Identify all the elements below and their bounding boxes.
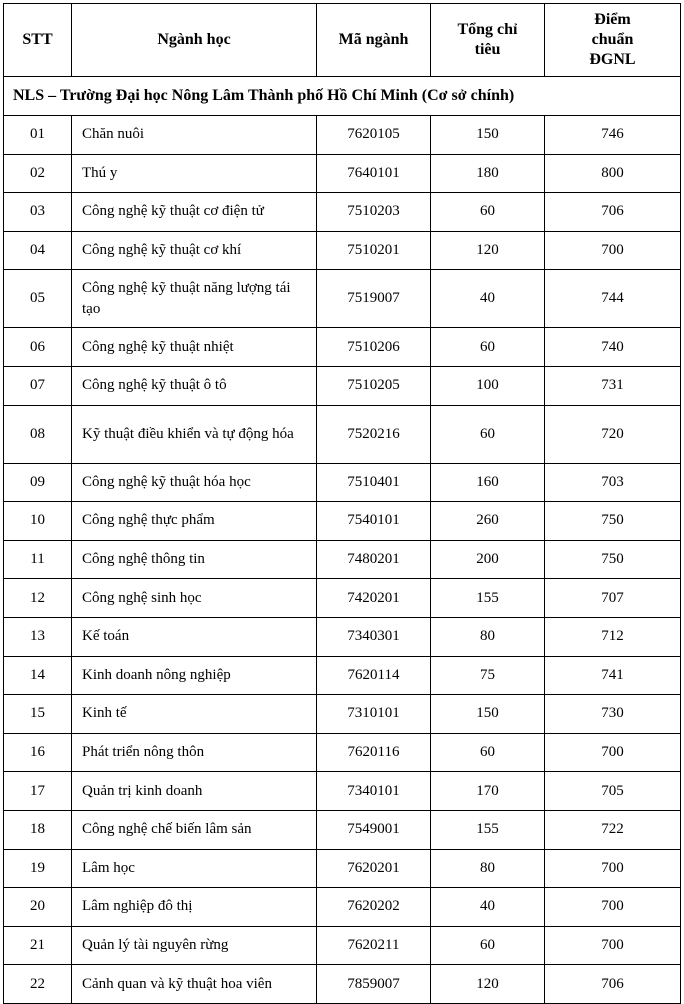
table-row [4,540,681,579]
cell-diem-chuan: 712 [545,617,681,656]
cell-chi-tieu: 100 [431,366,545,405]
cell-ma-nganh: 7620201 [317,849,431,888]
cell-chi-tieu: 40 [431,888,545,927]
cell-ma-nganh: 7540101 [317,502,431,541]
cell-diem-chuan: 707 [545,579,681,618]
table-row [4,270,681,328]
cell-diem-chuan: 731 [545,366,681,405]
cell-chi-tieu: 170 [431,772,545,811]
cell-chi-tieu: 180 [431,154,545,193]
cell-chi-tieu: 150 [431,695,545,734]
cell-stt: 13 [4,617,72,656]
cell-chi-tieu: 200 [431,540,545,579]
cell-diem-chuan: 750 [545,502,681,541]
cell-chi-tieu: 80 [431,617,545,656]
table-row [4,656,681,695]
header-diem-chuan: Điểm chuẩn ĐGNL [545,4,681,77]
cell-diem-chuan: 720 [545,405,681,463]
cell-nganh-hoc: Công nghệ thông tin [72,540,317,579]
cell-stt: 02 [4,154,72,193]
cell-chi-tieu: 260 [431,502,545,541]
cell-diem-chuan: 730 [545,695,681,734]
cell-diem-chuan: 700 [545,849,681,888]
table-row [4,116,681,155]
cell-ma-nganh: 7510201 [317,231,431,270]
cell-nganh-hoc: Thú y [72,154,317,193]
table-row [4,405,681,463]
cell-nganh-hoc: Kế toán [72,617,317,656]
cell-ma-nganh: 7620105 [317,116,431,155]
table-row [4,193,681,232]
cell-diem-chuan: 700 [545,926,681,965]
cell-nganh-hoc: Công nghệ kỹ thuật ô tô [72,366,317,405]
cell-stt: 20 [4,888,72,927]
cell-nganh-hoc: Công nghệ thực phẩm [72,502,317,541]
cell-diem-chuan: 722 [545,810,681,849]
cell-nganh-hoc: Lâm nghiệp đô thị [72,888,317,927]
cell-diem-chuan: 744 [545,270,681,328]
cell-chi-tieu: 75 [431,656,545,695]
cell-ma-nganh: 7420201 [317,579,431,618]
cell-ma-nganh: 7340101 [317,772,431,811]
header-nganh-hoc: Ngành học [72,4,317,77]
cell-stt: 21 [4,926,72,965]
cell-nganh-hoc: Kinh tế [72,695,317,734]
cell-diem-chuan: 703 [545,463,681,502]
cell-diem-chuan: 700 [545,888,681,927]
cell-nganh-hoc: Quản trị kinh doanh [72,772,317,811]
cell-chi-tieu: 155 [431,810,545,849]
table-row [4,617,681,656]
cell-diem-chuan: 706 [545,965,681,1004]
cell-stt: 09 [4,463,72,502]
header-stt: STT [4,4,72,77]
cell-chi-tieu: 60 [431,328,545,367]
cell-diem-chuan: 750 [545,540,681,579]
cell-diem-chuan: 741 [545,656,681,695]
header-ma-nganh: Mã ngành [317,4,431,77]
cell-ma-nganh: 7620211 [317,926,431,965]
cell-stt: 04 [4,231,72,270]
cell-stt: 18 [4,810,72,849]
cell-ma-nganh: 7310101 [317,695,431,734]
cell-ma-nganh: 7620114 [317,656,431,695]
table-row [4,926,681,965]
cell-nganh-hoc: Công nghệ kỹ thuật cơ khí [72,231,317,270]
cell-ma-nganh: 7510206 [317,328,431,367]
cell-diem-chuan: 746 [545,116,681,155]
cell-chi-tieu: 60 [431,733,545,772]
table-row [4,810,681,849]
cell-diem-chuan: 700 [545,231,681,270]
cell-nganh-hoc: Công nghệ kỹ thuật nhiệt [72,328,317,367]
table-row [4,366,681,405]
table-row [4,888,681,927]
cell-stt: 19 [4,849,72,888]
cell-stt: 10 [4,502,72,541]
cell-stt: 16 [4,733,72,772]
table-row [4,733,681,772]
cell-nganh-hoc: Công nghệ kỹ thuật cơ điện tử [72,193,317,232]
table-row [4,502,681,541]
table-row [4,695,681,734]
group-title: NLS – Trường Đại học Nông Lâm Thành phố Hồ Chí Minh (Cơ sở chính) [4,77,681,116]
cell-ma-nganh: 7510203 [317,193,431,232]
cell-diem-chuan: 700 [545,733,681,772]
cell-ma-nganh: 7859007 [317,965,431,1004]
table-row [4,328,681,367]
cell-ma-nganh: 7520216 [317,405,431,463]
table-row [4,849,681,888]
header-row [4,4,681,77]
cell-diem-chuan: 800 [545,154,681,193]
cell-ma-nganh: 7549001 [317,810,431,849]
cell-ma-nganh: 7519007 [317,270,431,328]
cell-nganh-hoc: Cảnh quan và kỹ thuật hoa viên [72,965,317,1004]
cell-stt: 22 [4,965,72,1004]
cell-chi-tieu: 60 [431,926,545,965]
header-tong-chi-tieu: Tổng chỉ tiêu [431,4,545,77]
cell-diem-chuan: 706 [545,193,681,232]
cell-stt: 17 [4,772,72,811]
cell-chi-tieu: 150 [431,116,545,155]
table-row [4,463,681,502]
cell-stt: 12 [4,579,72,618]
table-row [4,965,681,1004]
cell-chi-tieu: 40 [431,270,545,328]
cell-ma-nganh: 7480201 [317,540,431,579]
cell-ma-nganh: 7620202 [317,888,431,927]
cell-stt: 01 [4,116,72,155]
cell-chi-tieu: 120 [431,965,545,1004]
table-row [4,154,681,193]
cell-nganh-hoc: Công nghệ kỹ thuật năng lượng tái tạo [72,270,317,328]
cell-chi-tieu: 160 [431,463,545,502]
cell-ma-nganh: 7510205 [317,366,431,405]
cell-stt: 03 [4,193,72,232]
cell-stt: 05 [4,270,72,328]
cell-nganh-hoc: Công nghệ sinh học [72,579,317,618]
table-row [4,772,681,811]
cell-stt: 11 [4,540,72,579]
cell-chi-tieu: 80 [431,849,545,888]
cell-stt: 15 [4,695,72,734]
cell-ma-nganh: 7340301 [317,617,431,656]
cell-stt: 08 [4,405,72,463]
admission-score-table [3,3,681,1004]
cell-nganh-hoc: Lâm học [72,849,317,888]
table-row [4,579,681,618]
cell-chi-tieu: 60 [431,193,545,232]
group-row [4,77,681,116]
cell-nganh-hoc: Kỹ thuật điều khiển và tự động hóa [72,405,317,463]
cell-ma-nganh: 7620116 [317,733,431,772]
cell-chi-tieu: 60 [431,405,545,463]
cell-diem-chuan: 740 [545,328,681,367]
cell-ma-nganh: 7640101 [317,154,431,193]
cell-chi-tieu: 155 [431,579,545,618]
cell-chi-tieu: 120 [431,231,545,270]
cell-nganh-hoc: Kinh doanh nông nghiệp [72,656,317,695]
cell-ma-nganh: 7510401 [317,463,431,502]
cell-stt: 07 [4,366,72,405]
cell-nganh-hoc: Công nghệ kỹ thuật hóa học [72,463,317,502]
cell-nganh-hoc: Phát triển nông thôn [72,733,317,772]
cell-diem-chuan: 705 [545,772,681,811]
cell-nganh-hoc: Chăn nuôi [72,116,317,155]
cell-stt: 06 [4,328,72,367]
cell-nganh-hoc: Công nghệ chế biến lâm sản [72,810,317,849]
cell-nganh-hoc: Quản lý tài nguyên rừng [72,926,317,965]
table-row [4,231,681,270]
cell-stt: 14 [4,656,72,695]
